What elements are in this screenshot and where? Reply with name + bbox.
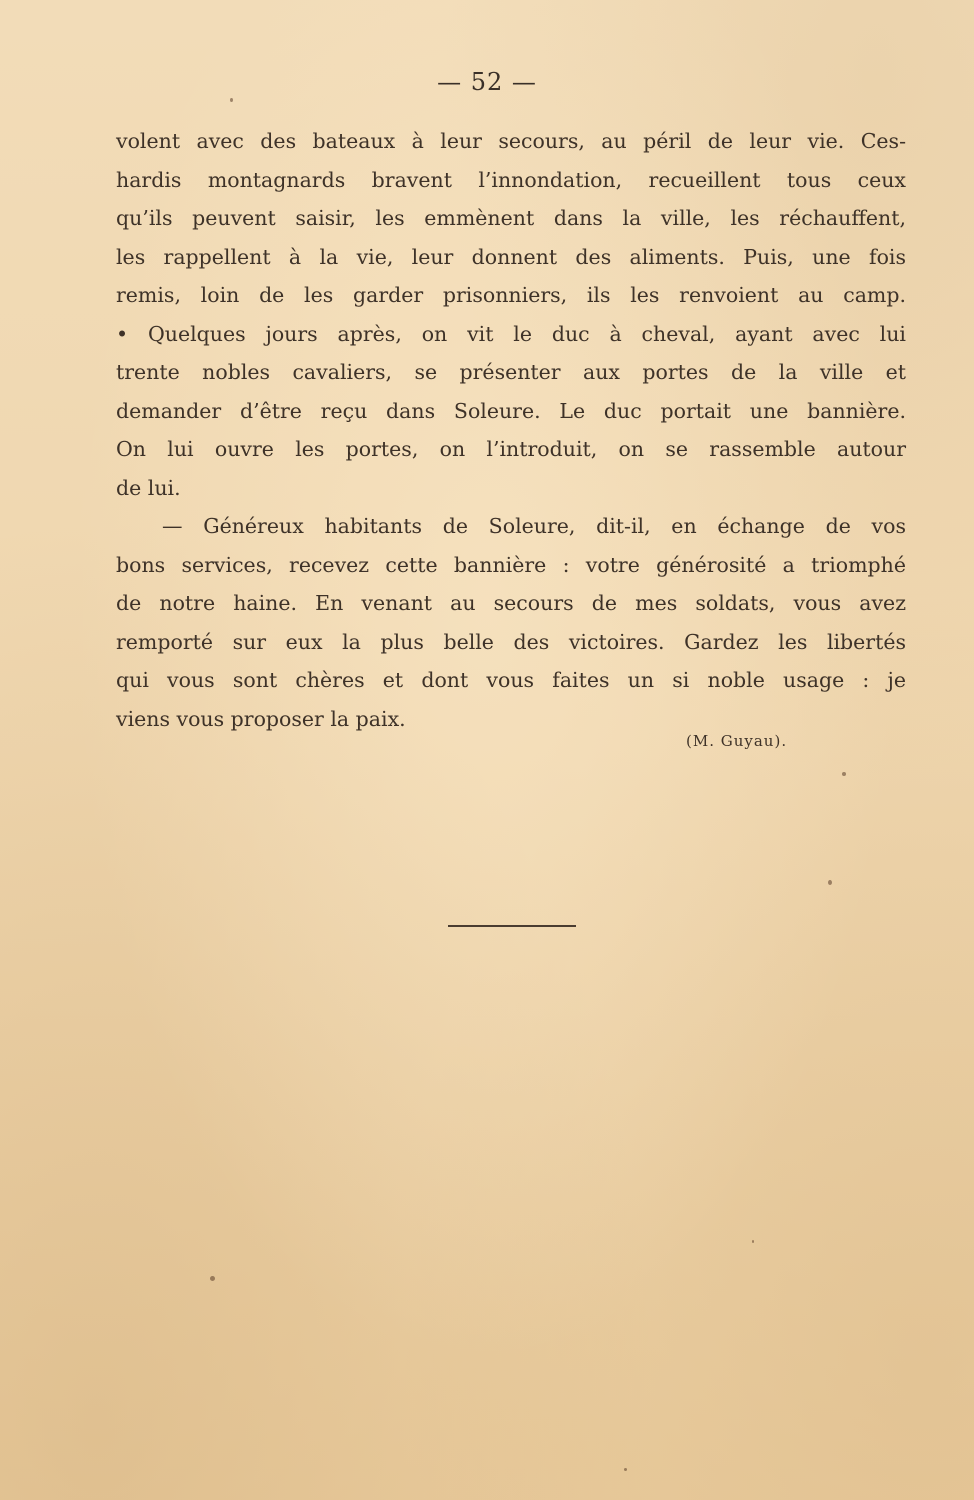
text-line: viens vous proposer la paix.: [116, 706, 406, 731]
text-line: • Quelques jours après, on vit le duc à cheval, ayant avec lui: [116, 321, 906, 346]
paper-speck: [624, 1468, 627, 1471]
text-line: de lui.: [116, 475, 181, 500]
body-text: [116, 122, 906, 738]
text-line: demander d’être reçu dans Soleure. Le duc portait une bannière.: [116, 398, 906, 423]
end-rule: [448, 925, 576, 927]
text-line: qui vous sont chères et dont vous faites un si noble usage : je: [116, 668, 906, 692]
paper-speck: [230, 98, 233, 102]
text-line: bons services, recevez cette bannière : votre générosité a triomphé: [116, 552, 906, 577]
text-line: volent avec des bateaux à leur secours, au péril de leur vie. Ces-: [116, 129, 906, 153]
paper-speck: [842, 772, 846, 776]
text-line: hardis montagnards bravent l’innondation, recueillent tous ceux: [116, 167, 906, 192]
text-line: remporté sur eux la plus belle des victoires. Gardez les libertés: [116, 629, 906, 654]
author-attribution: (M. Guyau).: [686, 732, 788, 750]
text-line: On lui ouvre les portes, on l’introduit, on se rassemble autour: [116, 437, 906, 461]
paper-speck: [210, 1276, 215, 1281]
paper-speck: [752, 1240, 754, 1243]
page-number: — 52 —: [437, 68, 537, 96]
text-line: — Généreux habitants de Soleure, dit-il, en échange de vos: [162, 514, 906, 538]
paper-speck: [828, 880, 832, 885]
text-line: trente nobles cavaliers, se présenter aux portes de la ville et: [116, 360, 906, 384]
text-line: remis, loin de les garder prisonniers, ils les renvoient au camp.: [116, 283, 906, 307]
text-line: les rappellent à la vie, leur donnent des aliments. Puis, une fois: [116, 244, 906, 269]
text-line: de notre haine. En venant au secours de mes soldats, vous avez: [116, 591, 906, 615]
text-line: qu’ils peuvent saisir, les emmènent dans la ville, les réchauffent,: [116, 206, 906, 230]
